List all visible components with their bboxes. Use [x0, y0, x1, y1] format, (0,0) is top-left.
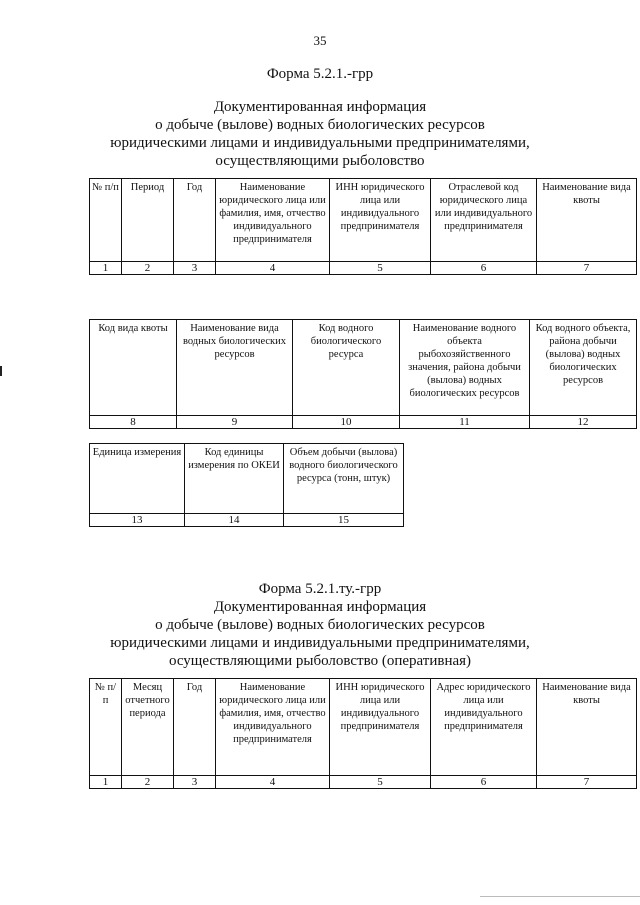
header-cell: Наименование водного объекта рыбохозяйственного значения, района добычи (вылова) водных биологических ресурсов	[400, 320, 530, 416]
column-number: 3	[174, 776, 216, 789]
header-cell: Год	[174, 679, 216, 776]
form2-title-line: Документированная информация	[213, 599, 427, 615]
header-cell: Единица измерения	[90, 444, 185, 514]
column-number: 3	[174, 262, 216, 275]
form2-title-line: юридическими лицами и индивидуальными предпринимателями,	[110, 635, 530, 651]
header-cell: Код единицы измерения по ОКЕИ	[185, 444, 284, 514]
column-number: 11	[400, 416, 530, 429]
column-number: 12	[530, 416, 637, 429]
form2-table1	[89, 678, 637, 789]
header-cell: Год	[174, 179, 216, 262]
form1-title	[0, 98, 640, 170]
header-cell: ИНН юридического лица или индивидуального предпринимателя	[330, 679, 431, 776]
column-number: 8	[90, 416, 177, 429]
column-number: 6	[431, 262, 537, 275]
column-number: 9	[177, 416, 293, 429]
header-cell: Объем добычи (вылова) водного биологического ресурса (тонн, штук)	[284, 444, 404, 514]
header-cell: № п/ п	[90, 679, 122, 776]
form1-title-line: юридическими лицами и индивидуальными предпринимателями,	[110, 135, 530, 151]
page-number: 35	[313, 33, 327, 48]
form1-table3	[89, 443, 404, 527]
column-number: 5	[330, 776, 431, 789]
form1-code: Форма 5.2.1.-грр	[266, 66, 374, 82]
column-number: 4	[216, 262, 330, 275]
column-number: 1	[90, 776, 122, 789]
column-number: 2	[122, 262, 174, 275]
header-cell: Наименование вида водных биологических ресурсов	[177, 320, 293, 416]
header-cell: ИНН юридического лица или индивидуального предпринимателя	[330, 179, 431, 262]
column-number: 4	[216, 776, 330, 789]
form2-title-line: о добыче (вылове) водных биологических ресурсов	[155, 617, 485, 633]
form1-table2	[89, 319, 637, 429]
header-cell: Месяц отчетного периода	[122, 679, 174, 776]
column-number: 7	[537, 262, 637, 275]
column-number: 15	[284, 514, 404, 527]
header-cell: Код вида квоты	[90, 320, 177, 416]
column-number: 7	[537, 776, 637, 789]
header-cell: Адрес юридического лица или индивидуального предпринимателя	[431, 679, 537, 776]
header-cell: Наименование вида квоты	[537, 679, 637, 776]
column-number: 2	[122, 776, 174, 789]
scan-mark	[0, 366, 2, 376]
form1-title-line: о добыче (вылове) водных биологических ресурсов	[155, 117, 485, 133]
column-number: 5	[330, 262, 431, 275]
form1-title-line: осуществляющими рыболовство	[215, 153, 425, 169]
form2-code: Форма 5.2.1.ту.-грр	[258, 581, 382, 597]
column-number: 10	[293, 416, 400, 429]
header-cell: Отраслевой код юридического лица или индивидуального предпринимателя	[431, 179, 537, 262]
column-number: 14	[185, 514, 284, 527]
column-number: 1	[90, 262, 122, 275]
header-cell: Наименование вида квоты	[537, 179, 637, 262]
header-cell: Период	[122, 179, 174, 262]
header-cell: № п/п	[90, 179, 122, 262]
header-cell: Наименование юридического лица или фамилия, имя, отчество индивидуального предпринимателя	[216, 179, 330, 262]
form1-title-line: Документированная информация	[213, 99, 427, 115]
column-number: 6	[431, 776, 537, 789]
form2-title-line: осуществляющими рыболовство (оперативная)	[168, 653, 472, 669]
header-cell: Код водного биологического ресурса	[293, 320, 400, 416]
header-cell: Код водного объекта, района добычи (вылова) водных биологических ресурсов	[530, 320, 637, 416]
column-number: 13	[90, 514, 185, 527]
scan-edge-line	[480, 896, 640, 897]
header-cell: Наименование юридического лица или фамилия, имя, отчество индивидуального предпринимателя	[216, 679, 330, 776]
form1-table1	[89, 178, 637, 275]
form2-title	[0, 580, 640, 670]
